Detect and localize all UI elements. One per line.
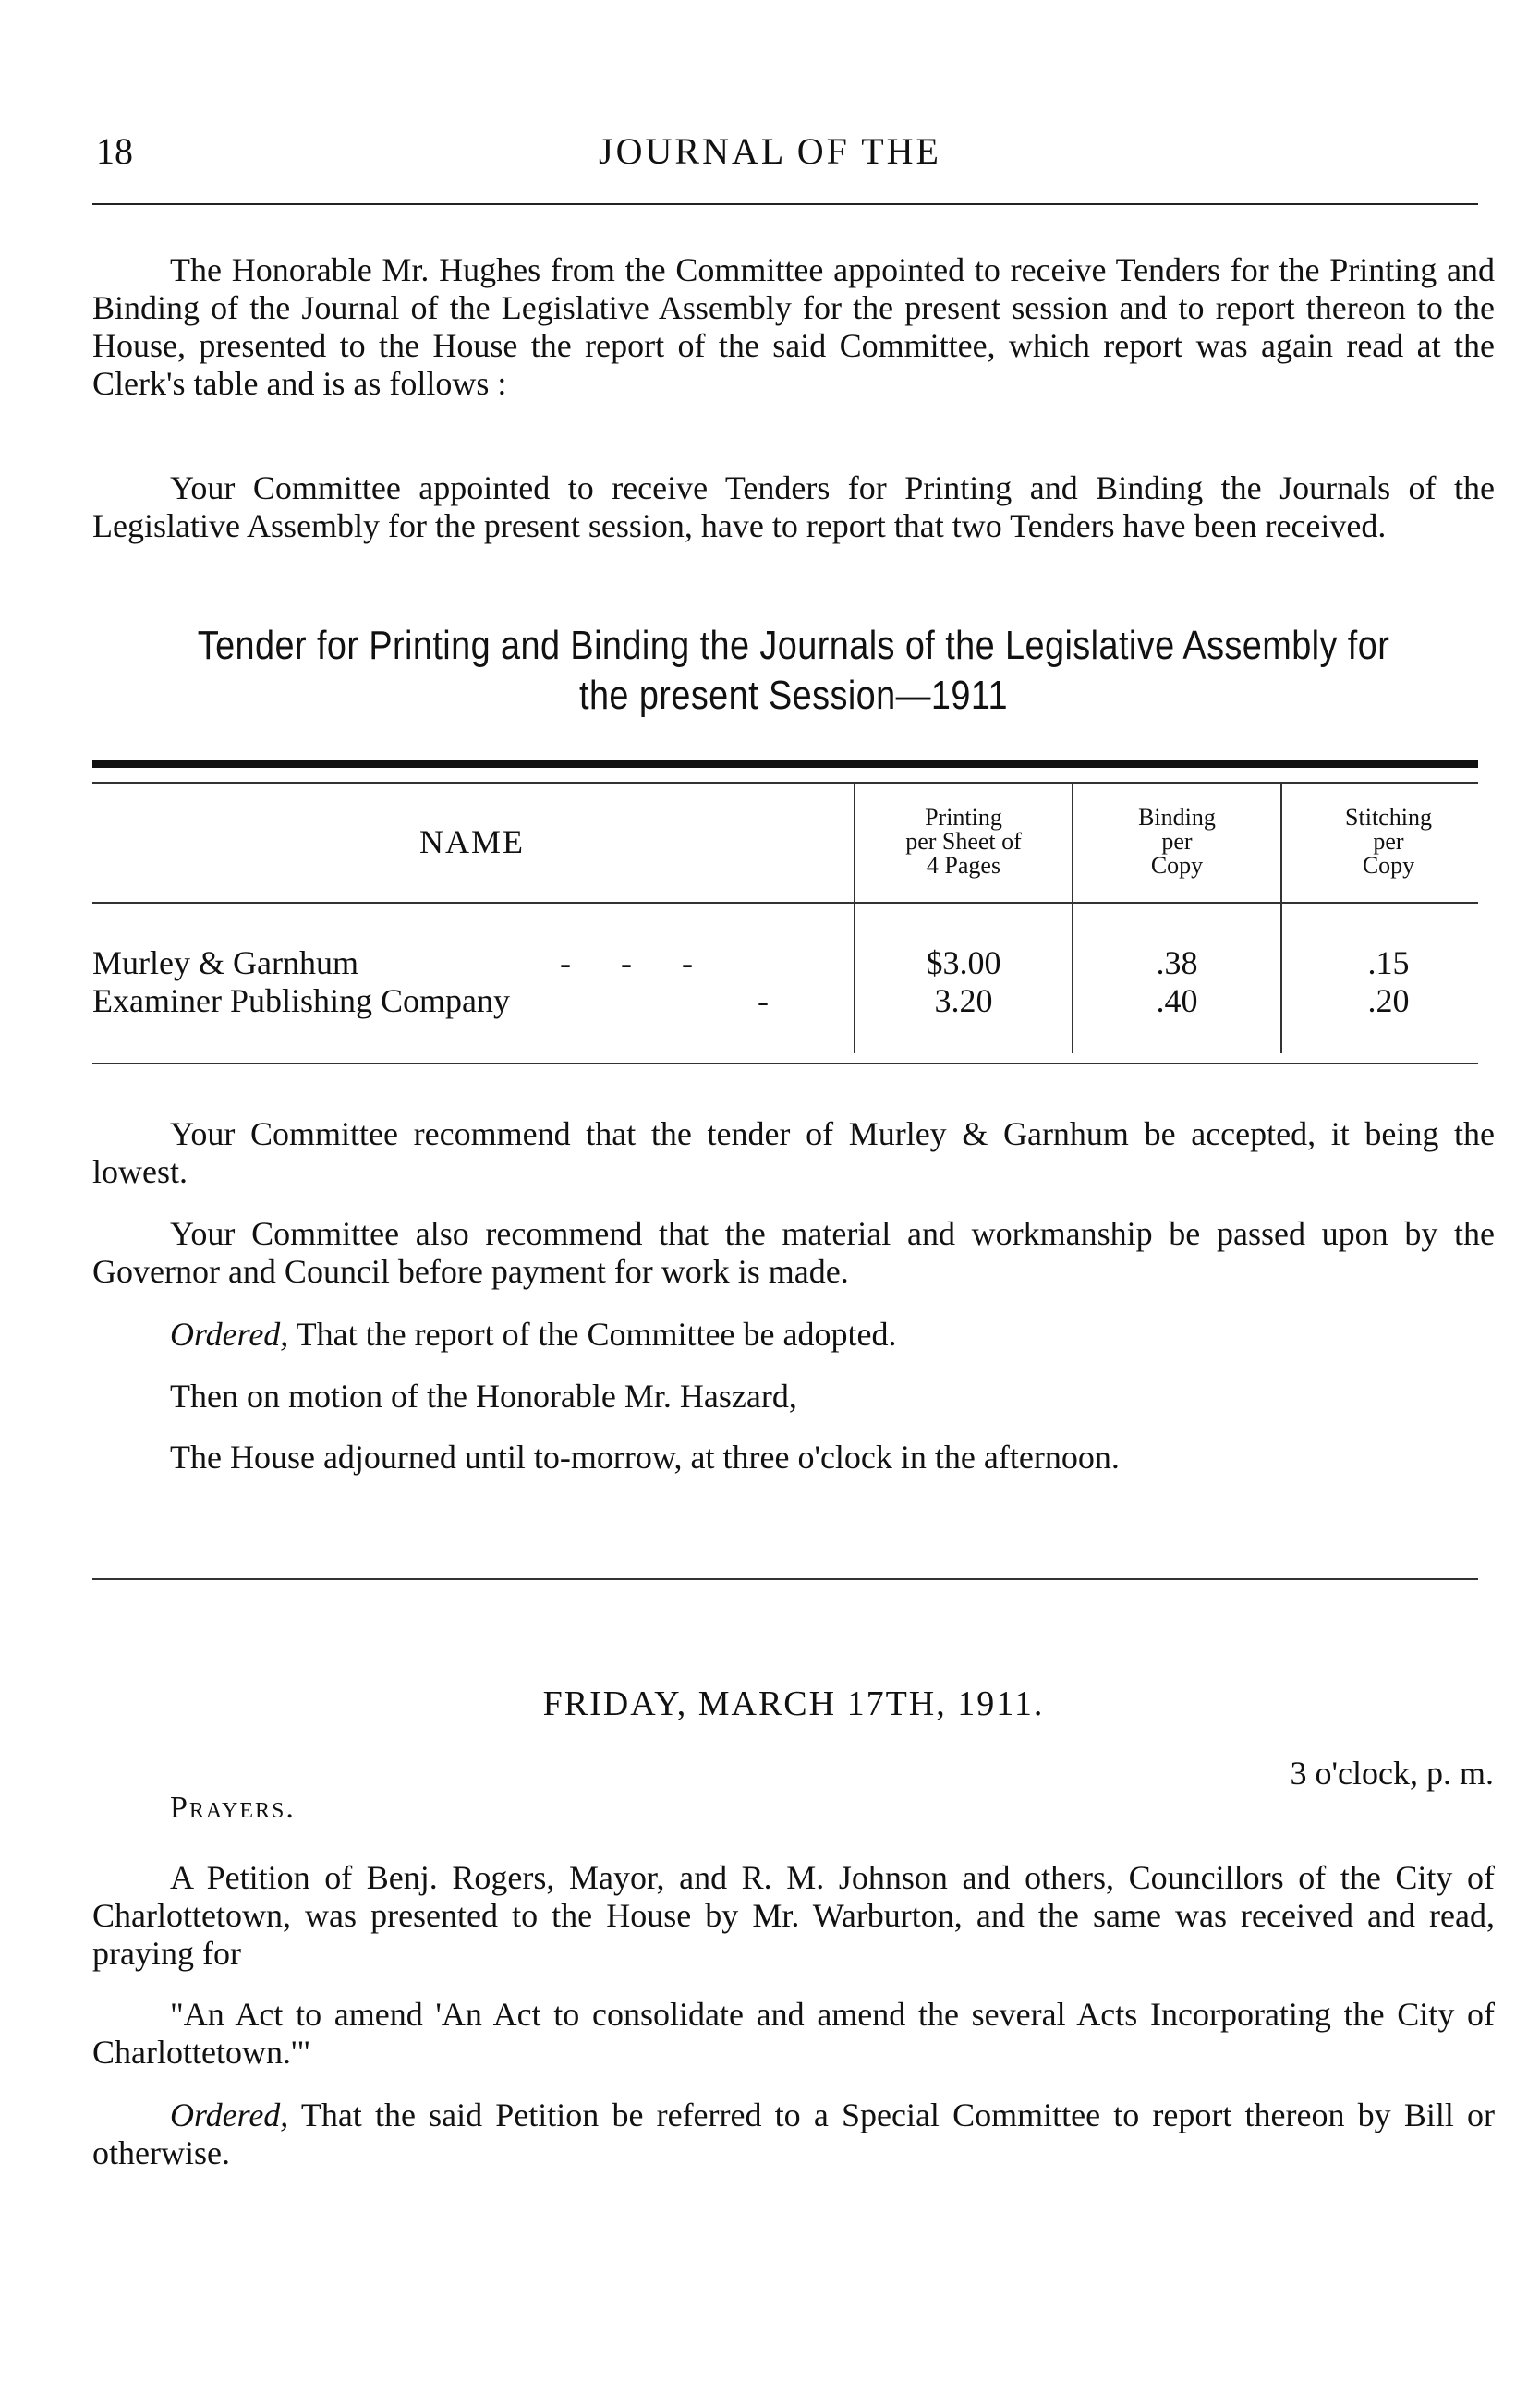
paragraph-act-title: "An Act to amend 'An Act to consolidate and amend the several Acts Incorporating the City of Charlottetown.'": [92, 1996, 1495, 2071]
paragraph-tenders-received: Your Committee appointed to receive Tenders for Printing and Binding the Journals of the Legislative Assembly for the present session, have to report that two Tenders have been received.: [92, 469, 1495, 544]
column-header-printing: Printing per Sheet of 4 Pages: [905, 804, 1022, 879]
table-top-rule: [92, 760, 1478, 768]
paragraph-ordered-adopted: Ordered, That the report of the Committee be adopted.: [170, 1316, 897, 1353]
section-divider-rule: [92, 1578, 1478, 1580]
tender-heading-line-1: Tender for Printing and Binding the Journals of the Legislative Assembly for: [197, 623, 1390, 668]
column-header-stitching: Stitching per Copy: [1345, 804, 1432, 879]
printing-price: 3.20: [934, 982, 993, 1019]
running-head: JOURNAL OF THE: [599, 130, 941, 172]
ordered-label: Ordered,: [170, 1316, 289, 1353]
table-bottom-rule: [92, 1063, 1478, 1064]
tender-name: Examiner Publishing Company: [92, 982, 510, 1019]
tender-heading: [190, 621, 1396, 721]
ordered-label: Ordered,: [170, 2097, 289, 2133]
paragraph-adjourned: The House adjourned until to-morrow, at three o'clock in the afternoon.: [170, 1439, 1120, 1476]
session-date: FRIDAY, MARCH 17TH, 1911.: [542, 1684, 1045, 1723]
tender-name: Murley & Garnhum: [92, 944, 358, 981]
paragraph-recommend-inspection: Your Committee also recommend that the material and workmanship be passed upon by the Governor and Council before payment for work is made.: [92, 1215, 1495, 1290]
table-header-bottom-rule: [92, 902, 1478, 904]
tender-heading-line-2: the present Session—1911: [579, 673, 1008, 718]
column-header-name: NAME: [419, 823, 525, 860]
paragraph-ordered-referred: Ordered, That the said Petition be referred to a Special Committee to report thereon by Bill or otherwise.: [92, 2097, 1495, 2171]
paragraph-motion: Then on motion of the Honorable Mr. Haszard,: [170, 1378, 797, 1415]
column-header-binding: Binding per Copy: [1138, 804, 1216, 879]
binding-price: .40: [1156, 982, 1198, 1019]
paragraph-petition: A Petition of Benj. Rogers, Mayor, and R. M. Johnson and others, Councillors of the City of Charlottetown, was presented to the House by Mr. Warburton, and the same was received and read, praying for: [92, 1859, 1495, 1972]
leader-dashes: -: [758, 982, 769, 1019]
binding-price: .38: [1156, 944, 1198, 981]
paragraph-recommend-tender: Your Committee recommend that the tender of Murley & Garnhum be accepted, it being the lowest.: [92, 1115, 1495, 1190]
leader-dashes: - - -: [560, 944, 693, 981]
prayers-heading: Prayers.: [170, 1791, 296, 1825]
page-number: 18: [96, 130, 133, 172]
stitching-price: .15: [1367, 944, 1410, 981]
header-rule: [92, 203, 1478, 205]
printing-price: $3.00: [926, 944, 1001, 981]
session-time: 3 o'clock, p. m.: [1290, 1755, 1494, 1792]
table-header-top-rule: [92, 782, 1478, 784]
page-header: [92, 129, 1448, 176]
paragraph-committee-report: The Honorable Mr. Hughes from the Committee appointed to receive Tenders for the Printing and Binding of the Journal of the Legislative Assembly for the present session and to report thereon to the House, presented to the House the report of the said Committee, which report was again read at the Clerk's table and is as follows :: [92, 251, 1495, 402]
stitching-price: .20: [1367, 982, 1410, 1019]
